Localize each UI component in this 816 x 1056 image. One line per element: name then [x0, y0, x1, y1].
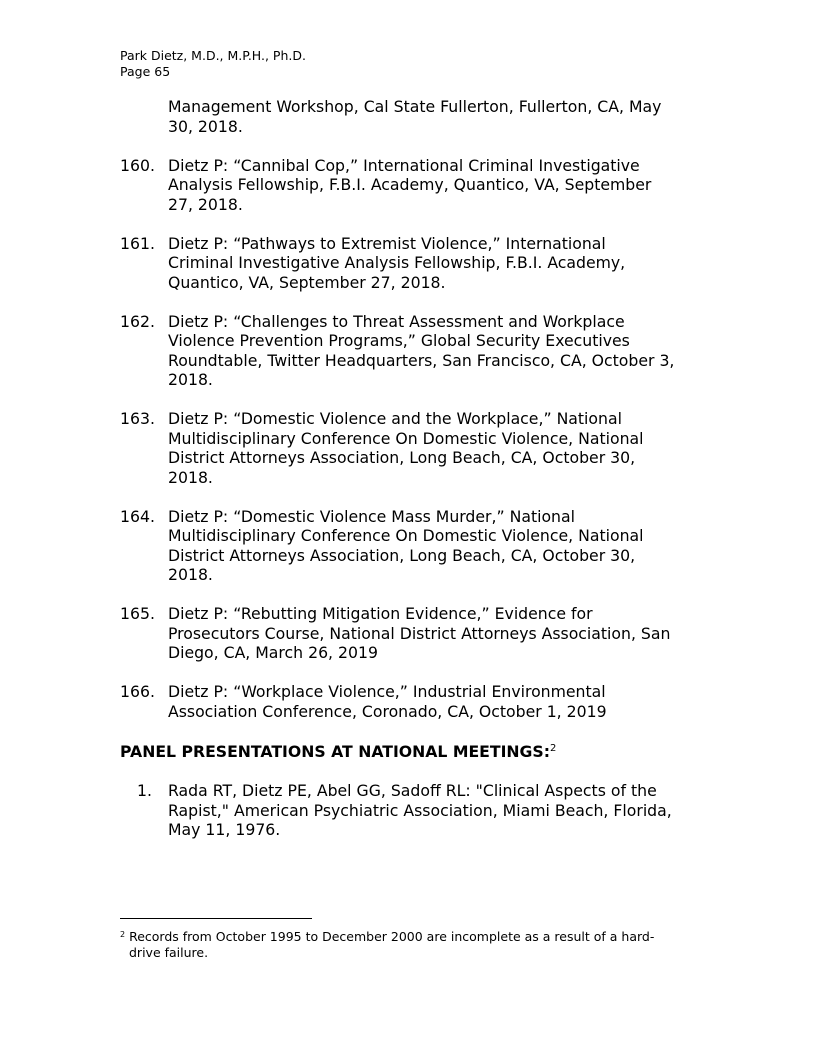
entry-line: Violence Prevention Programs,” Global Security Executives: [168, 331, 630, 350]
footnote-reference[interactable]: 2: [550, 742, 557, 754]
entry-line: 27, 2018.: [168, 194, 243, 214]
entry-line: District Attorneys Association, Long Beach, CA, October 30,: [168, 545, 636, 565]
entry-line: Diego, CA, March 26, 2019: [168, 643, 378, 662]
entry-line: 30, 2018.: [168, 116, 243, 136]
entry-text: [168, 234, 710, 293]
list-item: [120, 156, 710, 215]
entry-text: [168, 781, 710, 840]
footnote-text: Records from October 1995 to December 2000 are incomplete as a result of a hard-: [125, 929, 655, 944]
entry-line: Dietz P: “Domestic Violence and the Workplace,” National: [168, 409, 622, 428]
section-title: PANEL PRESENTATIONS AT NATIONAL MEETINGS:: [120, 741, 550, 761]
list-item: [120, 604, 710, 663]
entry-line: Rada RT, Dietz PE, Abel GG, Sadoff RL: "Clinical Aspects of the: [168, 781, 657, 800]
entry-line: Multidisciplinary Conference On Domestic Violence, National: [168, 526, 644, 545]
footnote-separator: [120, 918, 312, 919]
entry-line: Criminal Investigative Analysis Fellowship, F.B.I. Academy,: [168, 253, 626, 272]
list-item: [120, 507, 710, 585]
entry-line: Dietz P: “Challenges to Threat Assessment and Workplace: [168, 311, 625, 331]
entry-line: Dietz P: “Domestic Violence Mass Murder,” National: [168, 506, 575, 526]
entry-line: 2018.: [168, 370, 213, 389]
entry-line: Association Conference, Coronado, CA, October 1, 2019: [168, 701, 607, 721]
entry-number: 1.: [137, 781, 152, 800]
header-page-number: Page 65: [120, 64, 171, 79]
entry-number: 165.: [120, 604, 155, 623]
entry-line: Management Workshop, Cal State Fullerton, Fullerton, CA, May: [168, 97, 662, 116]
footnote-mark: 2: [120, 930, 126, 939]
list-item: [120, 234, 710, 293]
footnote-line: [120, 927, 700, 945]
entry-line: Multidisciplinary Conference On Domestic Violence, National: [168, 428, 644, 448]
entry-line: Dietz P: “Cannibal Cop,” International Criminal Investigative: [168, 155, 640, 175]
entry-number: 163.: [120, 409, 155, 428]
entry-line: Dietz P: “Workplace Violence,” Industrial Environmental: [168, 682, 606, 701]
entry-text: [168, 156, 710, 215]
list-item: [120, 781, 710, 840]
list-item: [120, 682, 710, 721]
entry-number: 161.: [120, 233, 155, 253]
entry-line: Analysis Fellowship, F.B.I. Academy, Quantico, VA, September: [168, 175, 652, 194]
entry-text: [168, 507, 710, 585]
entry-text: [168, 682, 710, 721]
entry-number: 164.: [120, 506, 155, 526]
entry-line: Dietz P: “Pathways to Extremist Violence,” International: [168, 233, 606, 253]
page-header: [120, 48, 306, 80]
entry-line: Roundtable, Twitter Headquarters, San Francisco, CA, October 3,: [168, 350, 675, 370]
entry-line: Rapist," American Psychiatric Association, Miami Beach, Florida,: [168, 800, 672, 820]
continued-entry: [168, 97, 710, 136]
header-author: Park Dietz, M.D., M.P.H., Ph.D.: [120, 48, 306, 63]
entry-line: Prosecutors Course, National District Attorneys Association, San: [168, 623, 671, 643]
entry-line: May 11, 1976.: [168, 820, 281, 839]
entry-line: Dietz P: “Rebutting Mitigation Evidence,” Evidence for: [168, 604, 593, 623]
entry-line: District Attorneys Association, Long Beach, CA, October 30,: [168, 448, 636, 467]
document-body: [120, 97, 710, 859]
entry-number: 160.: [120, 155, 155, 175]
footnote: [120, 927, 700, 961]
list-item: [120, 409, 710, 487]
entry-text: [168, 604, 710, 663]
entry-text: [168, 312, 710, 390]
footnote-line: drive failure.: [129, 945, 209, 960]
entry-line: Quantico, VA, September 27, 2018.: [168, 272, 446, 292]
entry-number: 162.: [120, 311, 155, 331]
entry-line: 2018.: [168, 565, 213, 584]
entry-text: [168, 409, 710, 487]
entry-number: 166.: [120, 682, 155, 701]
entry-line: 2018.: [168, 467, 213, 487]
list-item: [120, 312, 710, 390]
section-heading: [120, 739, 710, 762]
